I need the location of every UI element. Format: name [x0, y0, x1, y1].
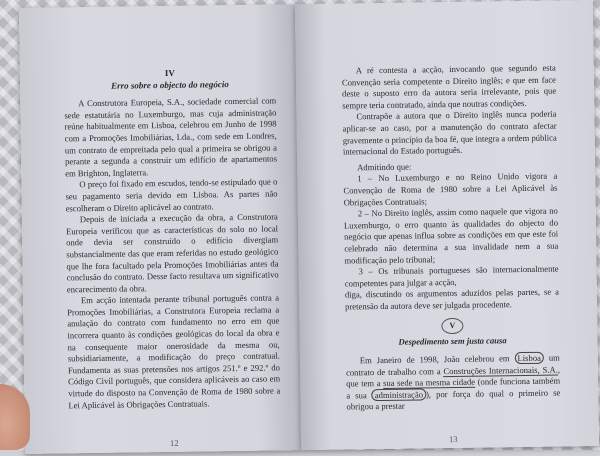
underlined-seat-phrase: sua sede na mesma cidade	[383, 376, 476, 389]
marked-word-lisboa: Lisboa	[514, 352, 544, 364]
section-title: Despedimento sem justa causa	[398, 335, 507, 348]
left-paragraph: O preço foi fixado em escudos, tendo-se estipulado que o seu pagamento seria devido em Lisboa. As partes não escolheram o Direito aplicável ao contrato.	[65, 176, 278, 213]
left-paragraph: A Construtora Europeia, S.A., sociedade comercial com sede estatutária no Luxemburgo, mas cuja administração reúne habitualmente em Lisboa, celebrou em Junho de 1998 com a Promoções Imobiliárias, Lda., com sede em Londres, um contrato de empreitada pelo qual a primeira se obrigou a perante a segunda a construir um edifício de apartamentos em Brighton, Inglaterra.	[64, 95, 278, 179]
last-paragraph-part: ), por força do qual o primeiro se obrigou a prestar	[346, 387, 561, 412]
last-paragraph	[346, 353, 561, 414]
left-page	[19, 4, 301, 454]
underlined-company-name: Construções Internacionais, S.A.	[443, 364, 558, 376]
section-number-badge: V	[441, 318, 463, 334]
left-page-text	[64, 66, 281, 411]
last-paragraph-part: , que tem a	[346, 364, 561, 389]
marked-word-administracao: administração	[372, 388, 426, 401]
condition-item: 2 – No Direito inglês, assim como naquele que vigora no Luxemburgo, o erro quanto às qualidades do objecto do negócio que apenas influa sobre as condições em que este foi celebrado não determina a sua invalidade nem a sua modificação pelo tribunal;	[343, 205, 559, 266]
condition-item: 1 – No Luxemburgo e no Reino Unido vigora a Convenção de Roma de 1980 sobre a Lei Aplicável às Obrigações Contratuais;	[343, 170, 558, 208]
open-book	[19, 0, 599, 456]
condition-item: 3 – Os tribunais portugueses são internacionalmente competentes para julgar a acção,	[344, 263, 559, 289]
chapter-title: Erro sobre o objecto do negócio	[111, 78, 229, 91]
left-paragraph: Depois de iniciada a execução da obra, a Construtora Europeia verificou que as características do solo no local onde devia ser construído o edifício divergiam substancialmente das que eram referidas no estudo geológico que lhe fora facultado pela Promoções Imobiliárias antes da conclusão do contrato. Desse facto resultava um significativo encarecimento da obra.	[65, 211, 279, 295]
admitindo-line: Admitindo que:	[357, 161, 412, 173]
right-paragraph: A ré contesta a acção, invocando que segundo esta Convenção seria competente o Direito inglês; e que em face deste o suposto erro da autora seria irrelevante, pois que sempre teria contratado, ainda que noutras condições.	[341, 62, 557, 111]
last-paragraph-part: um contrato de trabalho com a	[345, 352, 560, 378]
right-paragraph: Contrapõe a autora que o Direito inglês nunca poderia aplicar-se ao caso, por a manutenção do contrato afectar gravemente o princípio da boa fé, que integra a ordem pública internacional do Estado português.	[342, 108, 557, 157]
right-page	[295, 0, 599, 450]
right-page-text	[342, 63, 561, 414]
right-page-number: 13	[448, 433, 458, 445]
last-paragraph-part: (onde funciona também a sua	[346, 375, 561, 401]
left-paragraph: Em acção intentada perante tribunal português contra a Promoções Imobiliárias, a Construtora Europeia reclama a anulação do contrato com fundamento no erro em que incorrera quanto às condições geológicas do local da obra e na consequente maior onerosidade da mesma ou, subsidiariamente, a modificação do preço contratual. Fundamenta as suas pretensões nos artigos 251.º e 292.º do Código Civil português, que considera aplicáveis ao caso em virtude do disposto na Convenção de Roma de 1980 sobre a Lei Aplicável às Obrigações Contratuais.	[67, 292, 281, 411]
chapter-number: IV	[164, 67, 175, 78]
last-paragraph-part: Em Janeiro de 1998, João celebrou em	[359, 353, 515, 366]
closing-paragraph: diga, discutindo os argumentos aduzidos pelas partes, se a pretensão da autora deve ser julgada procedente.	[344, 286, 559, 312]
left-page-number: 12	[169, 437, 179, 448]
